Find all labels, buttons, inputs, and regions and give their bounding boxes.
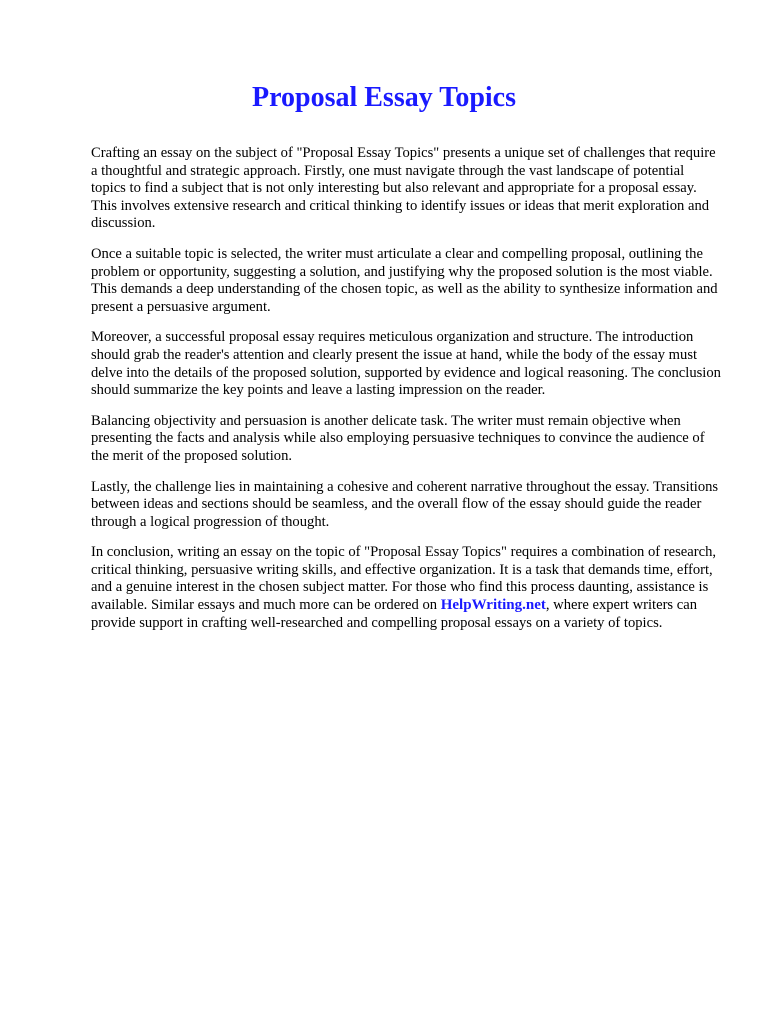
page-title: Proposal Essay Topics <box>251 82 517 113</box>
essay-body <box>91 145 721 645</box>
paragraph-4: Balancing objectivity and persuasion is another delicate task. The writer must remain objective when presenting the facts and analysis while also employing persuasive techniques to convince the audience of the merit of the proposed solution. <box>91 412 705 464</box>
conclusion-paragraph <box>91 544 721 632</box>
conclusion-text-before-link: In conclusion, writing an essay on the topic of "Proposal Essay Topics" requires a combination of research, critical thinking, persuasive writing skills, and effective organization. It is a task that demands time, effort, and a genuine interest in the chosen subject matter. For those who find this process daunting, assistance is available. Similar essays and much more can be ordered on <box>91 544 717 614</box>
conclusion-text-after-link: , where expert writers can provide support in crafting well-researched and compelling proposal essays on a variety of topics. <box>91 597 698 631</box>
paragraph-2: Once a suitable topic is selected, the writer must articulate a clear and compelling proposal, outlining the problem or opportunity, suggesting a solution, and justifying why the proposed solution is the most viable. This demands a deep understanding of the chosen topic, as well as the ability to synthesize information and present a persuasive argument. <box>91 245 718 315</box>
paragraph-5: Lastly, the challenge lies in maintaining a cohesive and coherent narrative throughout the essay. Transitions between ideas and sections should be seamless, and the overall flow of the essay should guide the reader through a logical progression of thought. <box>91 478 719 530</box>
helpwriting-link[interactable]: HelpWriting.net <box>440 597 546 614</box>
paragraph-3: Moreover, a successful proposal essay requires meticulous organization and structure. The introduction should grab the reader's attention and clearly present the issue at hand, while the body of the essay must delve into the details of the proposed solution, supported by evidence and logical reasoning. The conclusion should summarize the key points and leave a lasting impression on the reader. <box>91 329 721 399</box>
paragraph-1: Crafting an essay on the subject of "Proposal Essay Topics" presents a unique set of challenges that require a thoughtful and strategic approach. Firstly, one must navigate through the vast landscape of potential topics to find a subject that is not only interesting but also relevant and appropriate for a proposal essay. This involves extensive research and critical thinking to identify issues or ideas that merit exploration and discussion. <box>91 145 716 232</box>
